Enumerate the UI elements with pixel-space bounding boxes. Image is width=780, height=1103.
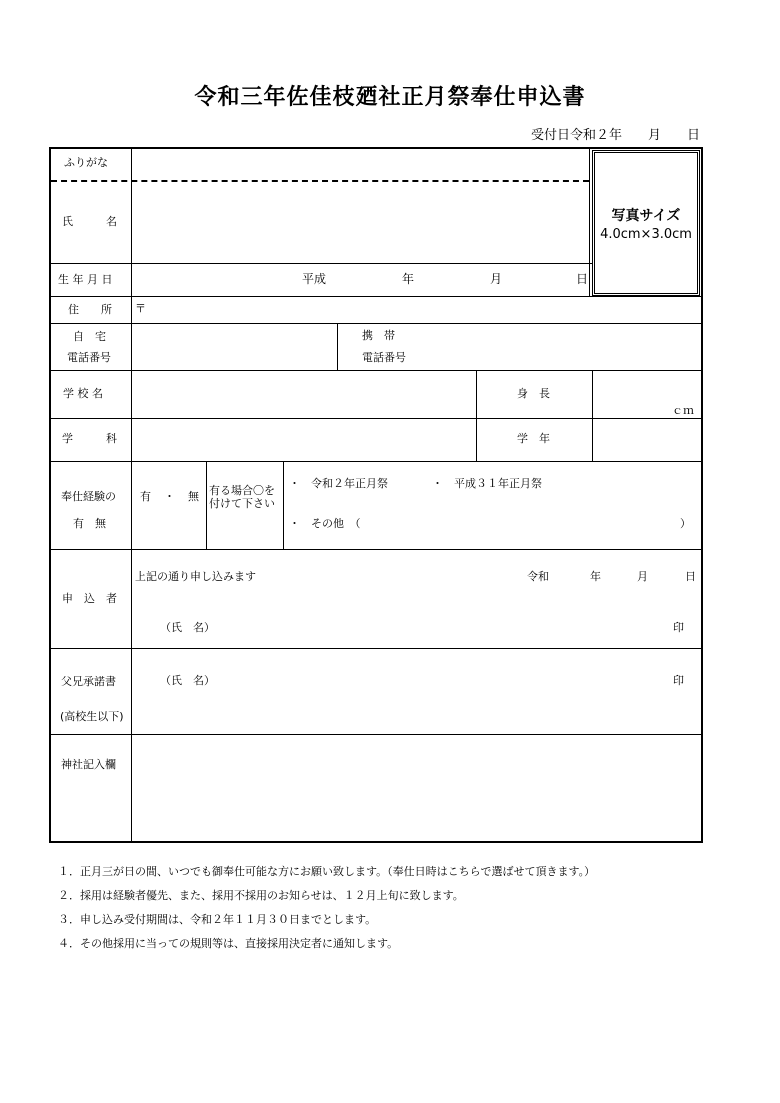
applicant-era: 令和 xyxy=(527,570,549,583)
department-label: 学 科 xyxy=(62,432,117,445)
photo-box xyxy=(592,150,700,296)
birthdate-month: 月 xyxy=(490,272,503,286)
experience-instruction-2: 付けて下さい xyxy=(209,497,275,510)
postal-mark: 〒 xyxy=(135,302,146,315)
applicant-month: 月 xyxy=(637,570,648,583)
height-unit: ｃｍ xyxy=(672,404,694,417)
birthdate-year: 年 xyxy=(402,272,415,286)
guardian-seal: 印 xyxy=(673,674,684,687)
applicant-year: 年 xyxy=(590,570,601,583)
experience-option-3: ・ その他 （ xyxy=(289,517,361,530)
shrine-use-label: 神社記入欄 xyxy=(61,758,116,771)
furigana-label: ふりがな xyxy=(64,156,108,169)
note-3: ３．申し込み受付期間は、令和２年１１月３０日までとします。 xyxy=(58,913,377,926)
applicant-day: 日 xyxy=(685,570,696,583)
guardian-label: 父兄承諾書 xyxy=(61,675,116,688)
name-label: 氏 名 xyxy=(62,215,117,228)
mobile-phone-label-2: 電話番号 xyxy=(362,351,406,364)
photo-size-value: 4.0cm×3.0cm xyxy=(600,227,692,242)
experience-instruction-1: 有る場合〇を xyxy=(209,484,275,497)
experience-option-1: ・ 令和２年正月祭 xyxy=(289,477,388,490)
birthdate-era: 平成 xyxy=(302,272,327,286)
guardian-sublabel: (高校生以下) xyxy=(60,710,124,723)
photo-size-label: 写真サイズ xyxy=(611,208,681,224)
experience-option-2: ・ 平成３１年正月祭 xyxy=(432,477,542,490)
address-label: 住 所 xyxy=(68,303,112,316)
applicant-name-label: （氏 名） xyxy=(160,621,215,634)
reception-date: 受付日令和２年 月 日 xyxy=(530,128,700,143)
applicant-label: 申 込 者 xyxy=(62,592,117,605)
experience-dot: ・ xyxy=(164,490,175,503)
note-2: ２．採用は経験者優先、また、採用不採用のお知らせは、１２月上旬に致します。 xyxy=(58,889,464,902)
experience-no: 無 xyxy=(188,490,199,503)
home-phone-label-2: 電話番号 xyxy=(67,351,111,364)
birthdate-day: 日 xyxy=(576,272,589,286)
applicant-statement: 上記の通り申し込みます xyxy=(135,570,256,583)
note-4: ４．その他採用に当っての規則等は、直接採用決定者に通知します。 xyxy=(58,937,399,950)
grade-label: 学 年 xyxy=(517,432,550,445)
mobile-phone-label-1: 携 帯 xyxy=(362,329,395,342)
school-label: 学 校 名 xyxy=(63,387,103,400)
applicant-seal: 印 xyxy=(673,621,684,634)
home-phone-label-1: 自 宅 xyxy=(73,330,106,343)
height-label: 身 長 xyxy=(517,387,550,400)
experience-label-1: 奉仕経験の xyxy=(61,490,116,503)
note-1: １．正月三が日の間、いつでも御奉仕可能な方にお願い致します。（奉仕日時はこちらで選ばせて頂きます。） xyxy=(58,865,596,878)
experience-paren-close: ） xyxy=(680,517,691,530)
guardian-name-label: （氏 名） xyxy=(160,674,215,687)
page-title: 令和三年佐佳枝廼社正月祭奉仕申込書 xyxy=(194,85,586,110)
experience-label-2: 有 無 xyxy=(73,517,106,530)
birthdate-label: 生 年 月 日 xyxy=(58,273,113,286)
experience-yes: 有 xyxy=(140,490,151,503)
